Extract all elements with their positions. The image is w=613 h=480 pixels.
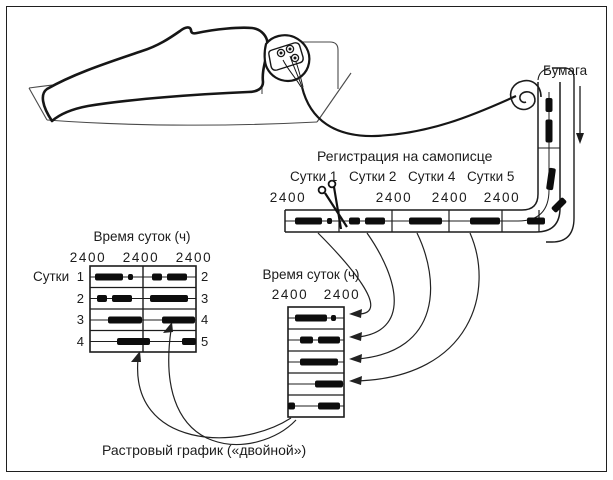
left-row-number-1: 1	[76, 269, 84, 284]
strip-tick-3: 2400	[431, 190, 469, 205]
left-row-number-3: 3	[76, 312, 84, 327]
right-row-number-4: 5	[201, 333, 209, 349]
single-raster-tick-1: 2400	[271, 287, 309, 302]
caption: Растровый график («двойной»)	[102, 442, 307, 458]
double-raster-tick-2: 2400	[122, 250, 160, 265]
strip-day-label-3: Сутки 4	[408, 169, 456, 184]
double-raster-title: Время суток (ч)	[93, 229, 191, 244]
strip-tick-2: 2400	[375, 190, 413, 205]
strip-day-label-4: Сутки 5	[467, 169, 515, 184]
registration-label: Регистрация на самописце	[317, 148, 493, 164]
paper-label: Бумага	[543, 63, 588, 78]
left-row-number-4: 4	[76, 333, 84, 349]
double-raster-tick-1: 2400	[69, 250, 107, 265]
strip-day-label-2: Сутки 2	[349, 169, 397, 184]
double-raster-tick-3: 2400	[175, 250, 213, 265]
paper-direction-arrow	[576, 86, 584, 144]
right-row-number-2: 3	[201, 290, 209, 306]
paper-roll-icon	[511, 81, 541, 110]
strip-tick-1: 2400	[269, 190, 307, 205]
scissors-icon	[319, 181, 347, 229]
head-electrodes	[265, 35, 310, 87]
right-row-number-3: 4	[201, 312, 209, 327]
left-row-number-2: 2	[76, 290, 84, 306]
right-row-number-1: 2	[201, 269, 209, 284]
strip-day-label-1: Сутки 1	[290, 169, 338, 184]
days-axis-label: Сутки	[33, 269, 70, 284]
strip-to-raster-arrowheads	[349, 309, 362, 385]
single-raster-tick-2: 2400	[323, 287, 361, 302]
signal-wire	[302, 87, 516, 136]
strip-tick-4: 2400	[483, 190, 521, 205]
person-blanket	[43, 27, 268, 121]
raster-to-double-arrows	[138, 330, 296, 444]
single-raster-title: Время суток (ч)	[262, 267, 360, 282]
